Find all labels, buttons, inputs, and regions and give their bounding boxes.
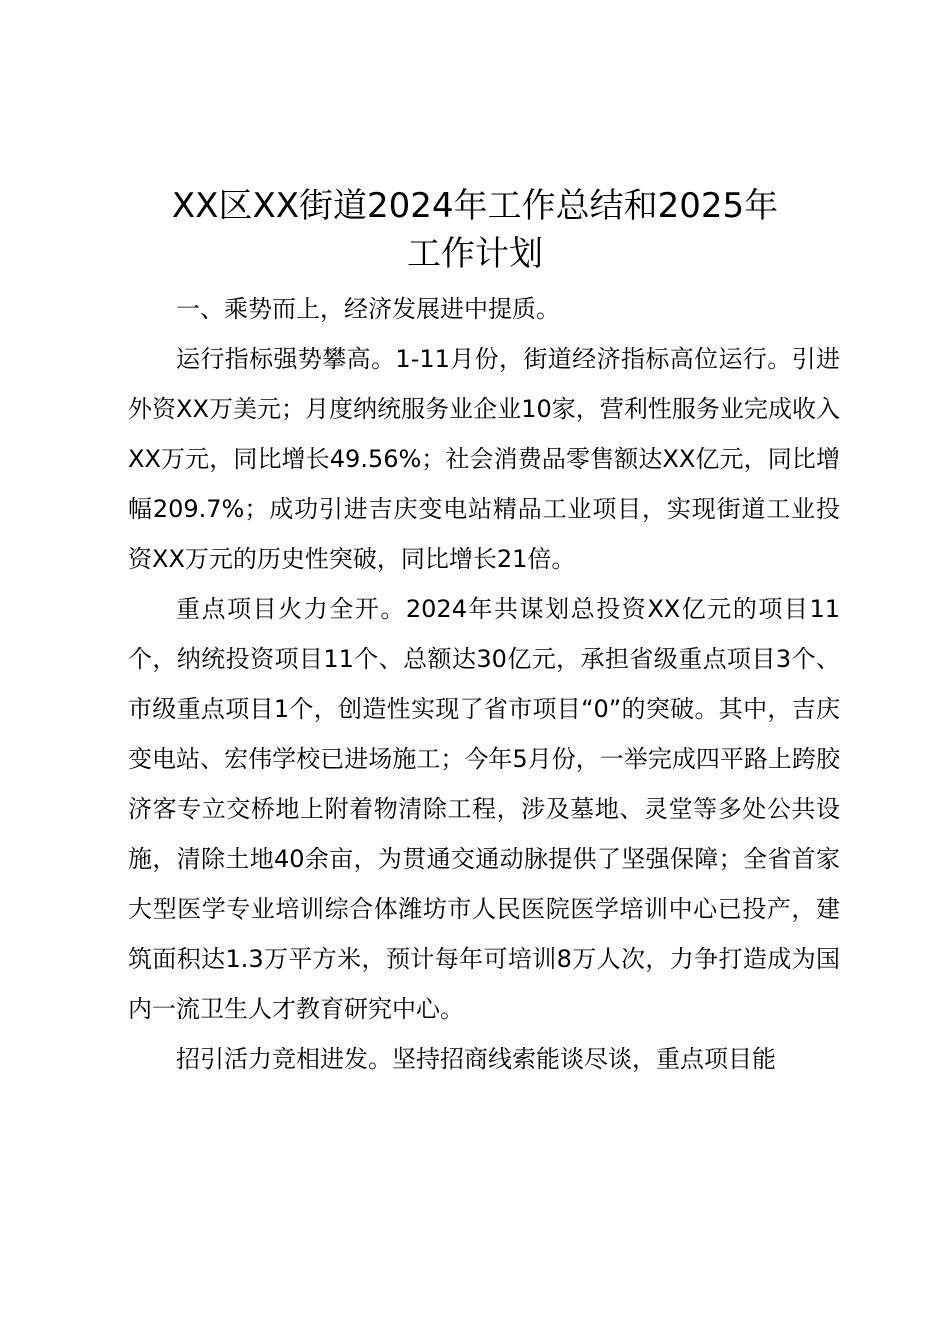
paragraph-indicators: 运行指标强势攀高。1-11月份，街道经济指标高位运行。引进外资XX万美元；月度纳统服务业企业10家，营利性服务业完成收入XX万元，同比增长49.56%；社会消费品零售额达XX亿元，同比增幅209.7%；成功引进吉庆变电站精品工业项目，实现街道工业投资XX万元的历史性突破，同比增长21倍。 — [128, 345, 840, 573]
document-title — [100, 182, 850, 278]
title-line-2: 工作计划 — [407, 234, 543, 274]
document-body — [128, 284, 840, 1084]
paragraph-projects: 重点项目火力全开。2024年共谋划总投资XX亿元的项目11个，纳统投资项目11个、总额达30亿元，承担省级重点项目3个、市级重点项目1个，创造性实现了省市项目“0”的突破。其中，吉庆变电站、宏伟学校已进场施工；今年5月份，一举完成四平路上跨胶济客专立交桥地上附着物清除工程，涉及墓地、灵堂等多处公共设施，清除土地40余亩，为贯通交通动脉提供了坚强保障；全省首家大型医学专业培训综合体潍坊市人民医院医学培训中心已投产，建筑面积达1.3万平方米，预计每年可培训8万人次，力争打造成为国内一流卫生人才教育研究中心。 — [128, 595, 840, 1023]
paragraph-investment: 招引活力竞相进发。坚持招商线索能谈尽谈，重点项目能 — [176, 1045, 776, 1073]
title-line-1: XX区XX街道2024年工作总结和2025年 — [171, 186, 779, 226]
section-heading: 一、乘势而上，经济发展进中提质。 — [176, 295, 560, 323]
